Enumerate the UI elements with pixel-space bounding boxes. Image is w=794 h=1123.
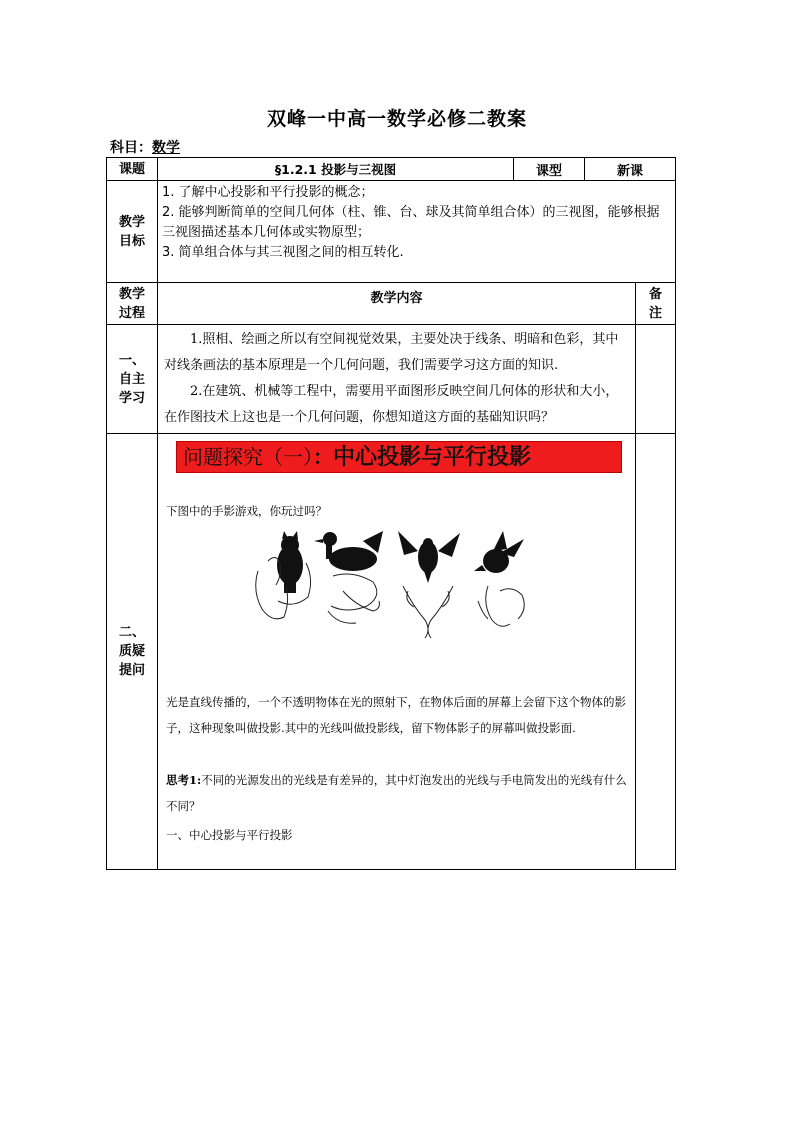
process-label — [107, 283, 158, 325]
objectives-row — [107, 181, 676, 283]
self-study-content — [158, 325, 636, 434]
inquiry-label — [107, 434, 158, 870]
inquiry-row — [107, 434, 676, 870]
section-heading: 一、中心投影与平行投影 — [166, 828, 293, 842]
self-study-paragraph: 2.在建筑、机械等工程中，需要用平面图形反映空间几何体的形状和大小，在作图技术上这也是一个几何问题，你想知道这方面的基础知识吗？ — [164, 384, 619, 425]
topic-value: §1.2.1 投影与三视图 — [158, 158, 514, 181]
banner-highlight: 中心投影与平行投影 — [333, 444, 532, 470]
objectives-label — [107, 181, 158, 283]
type-label: 课型 — [514, 158, 585, 181]
objective-item: 2. 能够判断简单的空间几何体（柱、锥、台、球及其简单组合体）的三视图，能够根据三视图描述基本几何体或实物原型； — [162, 205, 660, 240]
self-study-paragraph: 1.照相、绘画之所以有空间视觉效果，主要处决于线条、明暗和色彩，其中对线条画法的基本原理是一个几何问题，我们需要学习这方面的知识. — [164, 332, 619, 373]
rabbit-shadow-image — [474, 531, 524, 573]
notes-header — [636, 283, 676, 325]
self-study-label-line3: 学习 — [118, 390, 145, 406]
topic-row — [107, 158, 676, 181]
content-header: 教学内容 — [158, 283, 636, 325]
process-label-line1: 教学 — [118, 286, 145, 302]
self-study-row — [107, 325, 676, 434]
think-question — [166, 767, 629, 819]
subject-line — [110, 137, 180, 157]
self-study-label — [107, 325, 158, 434]
objective-item: 1. 了解中心投影和平行投影的概念； — [162, 185, 374, 200]
inquiry-content — [158, 434, 636, 870]
shadow-question: 下图中的手影游戏，你玩过吗？ — [166, 504, 327, 518]
inquiry-label-line3: 提问 — [118, 663, 145, 678]
subject-value: 数学 — [152, 140, 180, 156]
hand-shadow-figure — [238, 531, 558, 643]
objectives-label-line1: 教学 — [118, 214, 145, 230]
objective-item: 3. 简单组合体与其三视图之间的相互转化. — [162, 245, 404, 260]
objectives-content — [158, 181, 676, 283]
type-value: 新课 — [585, 158, 676, 181]
subject-label: 科目： — [110, 140, 152, 156]
notes-line2: 注 — [649, 305, 663, 321]
process-label-line2: 过程 — [118, 305, 145, 321]
think-label: 思考1: — [166, 773, 202, 787]
self-study-label-line2: 自主 — [118, 371, 145, 387]
banner-separator: ： — [313, 445, 333, 469]
inquiry-banner — [176, 441, 622, 473]
lesson-plan-table — [106, 157, 676, 870]
page-title: 双峰一中高一数学必修二教案 — [266, 108, 527, 130]
self-study-notes — [636, 325, 676, 434]
inquiry-label-line1: 二、 — [118, 625, 145, 640]
duck-hands-drawing — [328, 574, 379, 623]
cat-shadow-image — [277, 531, 303, 593]
bird-shadow-image — [398, 531, 460, 583]
duck-shadow-image — [314, 531, 383, 571]
banner-prefix: 问题探究（一） — [183, 445, 313, 469]
self-study-label-line1: 一、 — [118, 352, 145, 368]
notes-line1: 备 — [649, 286, 663, 302]
think-text: 不同的光源发出的光线是有差异的，其中灯泡发出的光线与手电筒发出的光线有什么不同？ — [166, 773, 627, 813]
bird-hands-drawing — [403, 586, 453, 638]
inquiry-label-line2: 质疑 — [118, 644, 145, 659]
projection-paragraph: 光是直线传播的，一个不透明物体在光的照射下，在物体后面的屏幕上会留下这个物体的影子，这种现象叫做投影.其中的光线叫做投影线，留下物体影子的屏幕叫做投影面. — [166, 695, 626, 735]
objectives-label-line2: 目标 — [118, 233, 145, 249]
topic-label: 课题 — [107, 158, 158, 181]
process-header-row — [107, 283, 676, 325]
inquiry-notes — [636, 434, 676, 870]
rabbit-hands-drawing — [478, 586, 524, 626]
